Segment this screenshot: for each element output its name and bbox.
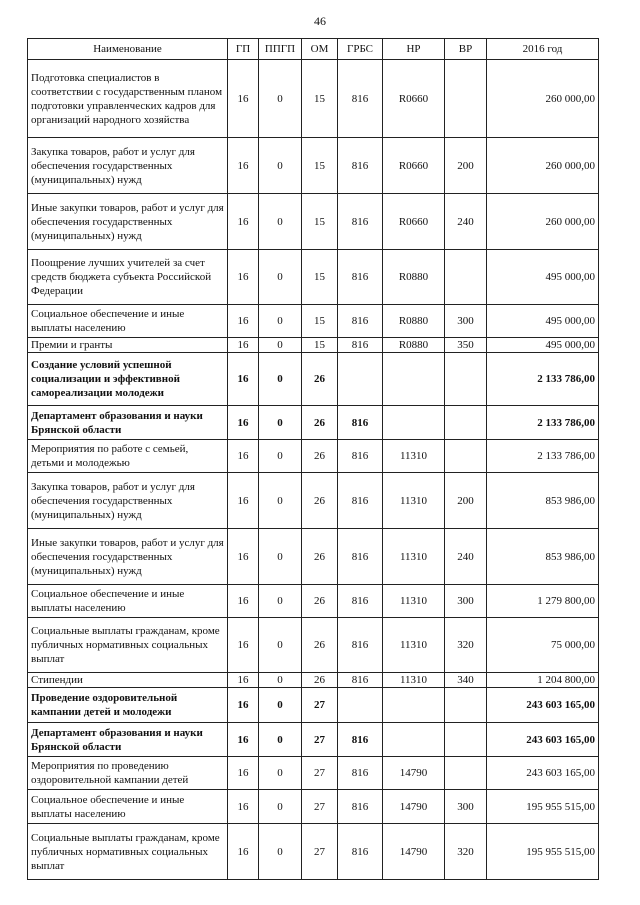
row-nr: 11310 bbox=[383, 440, 445, 473]
row-ppgp: 0 bbox=[259, 338, 302, 353]
row-name: Социальное обеспечение и иные выплаты населению bbox=[28, 585, 228, 618]
row-amount: 495 000,00 bbox=[487, 338, 599, 353]
row-om: 27 bbox=[302, 757, 338, 790]
header-name: Наименование bbox=[28, 39, 228, 60]
row-vr: 320 bbox=[445, 618, 487, 673]
row-gp: 16 bbox=[228, 338, 259, 353]
row-vr: 240 bbox=[445, 194, 487, 250]
row-grbs: 816 bbox=[338, 618, 383, 673]
table-row bbox=[28, 250, 599, 305]
row-amount: 260 000,00 bbox=[487, 138, 599, 194]
row-amount: 243 603 165,00 bbox=[487, 723, 599, 757]
row-gp: 16 bbox=[228, 473, 259, 529]
row-gp: 16 bbox=[228, 305, 259, 338]
row-ppgp: 0 bbox=[259, 305, 302, 338]
row-grbs: 816 bbox=[338, 824, 383, 880]
row-amount: 260 000,00 bbox=[487, 60, 599, 138]
row-ppgp: 0 bbox=[259, 473, 302, 529]
header-om: ОМ bbox=[302, 39, 338, 60]
row-grbs: 816 bbox=[338, 673, 383, 688]
budget-table bbox=[27, 38, 599, 880]
row-gp: 16 bbox=[228, 194, 259, 250]
table-row bbox=[28, 757, 599, 790]
table-row bbox=[28, 194, 599, 250]
row-vr: 350 bbox=[445, 338, 487, 353]
table-row bbox=[28, 723, 599, 757]
row-grbs: 816 bbox=[338, 585, 383, 618]
page-number: 46 bbox=[314, 14, 326, 28]
row-om: 15 bbox=[302, 305, 338, 338]
row-name: Закупка товаров, работ и услуг для обеспечения государственных (муниципальных) нужд bbox=[28, 473, 228, 529]
row-om: 15 bbox=[302, 250, 338, 305]
row-name: Проведение оздоровительной кампании детей и молодежи bbox=[28, 688, 228, 723]
table-row bbox=[28, 138, 599, 194]
row-nr bbox=[383, 723, 445, 757]
row-vr bbox=[445, 406, 487, 440]
row-amount: 853 986,00 bbox=[487, 529, 599, 585]
row-om: 26 bbox=[302, 353, 338, 406]
row-ppgp: 0 bbox=[259, 529, 302, 585]
row-nr: 14790 bbox=[383, 757, 445, 790]
row-ppgp: 0 bbox=[259, 673, 302, 688]
row-nr: 11310 bbox=[383, 673, 445, 688]
row-om: 15 bbox=[302, 138, 338, 194]
row-grbs: 816 bbox=[338, 723, 383, 757]
row-om: 15 bbox=[302, 338, 338, 353]
table-row bbox=[28, 338, 599, 353]
row-ppgp: 0 bbox=[259, 585, 302, 618]
row-ppgp: 0 bbox=[259, 353, 302, 406]
row-amount: 2 133 786,00 bbox=[487, 353, 599, 406]
row-gp: 16 bbox=[228, 790, 259, 824]
header-ppgp: ППГП bbox=[259, 39, 302, 60]
row-vr: 300 bbox=[445, 585, 487, 618]
row-nr bbox=[383, 406, 445, 440]
row-nr: 14790 bbox=[383, 824, 445, 880]
row-name: Социальное обеспечение и иные выплаты населению bbox=[28, 305, 228, 338]
row-om: 26 bbox=[302, 473, 338, 529]
row-ppgp: 0 bbox=[259, 250, 302, 305]
row-om: 15 bbox=[302, 194, 338, 250]
row-name: Социальные выплаты гражданам, кроме публичных нормативных социальных выплат bbox=[28, 824, 228, 880]
row-nr: 11310 bbox=[383, 618, 445, 673]
row-gp: 16 bbox=[228, 688, 259, 723]
row-name: Премии и гранты bbox=[28, 338, 228, 353]
table-row bbox=[28, 529, 599, 585]
row-name: Иные закупки товаров, работ и услуг для обеспечения государственных (муниципальных) нужд bbox=[28, 194, 228, 250]
row-grbs bbox=[338, 353, 383, 406]
row-nr: 11310 bbox=[383, 529, 445, 585]
row-vr bbox=[445, 688, 487, 723]
row-name: Закупка товаров, работ и услуг для обеспечения государственных (муниципальных) нужд bbox=[28, 138, 228, 194]
row-amount: 2 133 786,00 bbox=[487, 406, 599, 440]
row-ppgp: 0 bbox=[259, 60, 302, 138]
row-name: Социальные выплаты гражданам, кроме публичных нормативных социальных выплат bbox=[28, 618, 228, 673]
row-amount: 75 000,00 bbox=[487, 618, 599, 673]
row-amount: 495 000,00 bbox=[487, 305, 599, 338]
row-nr: R0880 bbox=[383, 338, 445, 353]
row-grbs: 816 bbox=[338, 194, 383, 250]
row-om: 26 bbox=[302, 440, 338, 473]
row-ppgp: 0 bbox=[259, 688, 302, 723]
row-amount: 243 603 165,00 bbox=[487, 688, 599, 723]
row-gp: 16 bbox=[228, 138, 259, 194]
row-gp: 16 bbox=[228, 250, 259, 305]
row-om: 27 bbox=[302, 824, 338, 880]
row-nr: 11310 bbox=[383, 585, 445, 618]
row-grbs: 816 bbox=[338, 473, 383, 529]
row-amount: 1 204 800,00 bbox=[487, 673, 599, 688]
row-name: Департамент образования и науки Брянской области bbox=[28, 723, 228, 757]
row-om: 26 bbox=[302, 529, 338, 585]
row-vr: 240 bbox=[445, 529, 487, 585]
row-name: Стипендии bbox=[28, 673, 228, 688]
row-vr bbox=[445, 440, 487, 473]
row-ppgp: 0 bbox=[259, 757, 302, 790]
row-vr bbox=[445, 60, 487, 138]
row-name: Департамент образования и науки Брянской области bbox=[28, 406, 228, 440]
row-gp: 16 bbox=[228, 353, 259, 406]
row-vr: 320 bbox=[445, 824, 487, 880]
row-ppgp: 0 bbox=[259, 194, 302, 250]
row-amount: 195 955 515,00 bbox=[487, 790, 599, 824]
row-amount: 260 000,00 bbox=[487, 194, 599, 250]
row-vr: 340 bbox=[445, 673, 487, 688]
row-vr: 200 bbox=[445, 473, 487, 529]
row-om: 27 bbox=[302, 723, 338, 757]
row-grbs: 816 bbox=[338, 790, 383, 824]
row-nr: R0660 bbox=[383, 138, 445, 194]
row-name: Поощрение лучших учителей за счет средств бюджета субъекта Российской Федерации bbox=[28, 250, 228, 305]
row-amount: 243 603 165,00 bbox=[487, 757, 599, 790]
row-name: Иные закупки товаров, работ и услуг для обеспечения государственных (муниципальных) нужд bbox=[28, 529, 228, 585]
row-vr: 300 bbox=[445, 790, 487, 824]
table-row bbox=[28, 406, 599, 440]
row-grbs: 816 bbox=[338, 529, 383, 585]
row-grbs: 816 bbox=[338, 60, 383, 138]
row-ppgp: 0 bbox=[259, 723, 302, 757]
table-row bbox=[28, 473, 599, 529]
row-amount: 195 955 515,00 bbox=[487, 824, 599, 880]
row-nr: 11310 bbox=[383, 473, 445, 529]
row-name: Мероприятия по работе с семьей, детьми и молодежью bbox=[28, 440, 228, 473]
row-gp: 16 bbox=[228, 406, 259, 440]
row-ppgp: 0 bbox=[259, 618, 302, 673]
row-nr: R0660 bbox=[383, 194, 445, 250]
row-amount: 853 986,00 bbox=[487, 473, 599, 529]
row-gp: 16 bbox=[228, 757, 259, 790]
row-gp: 16 bbox=[228, 673, 259, 688]
row-ppgp: 0 bbox=[259, 440, 302, 473]
row-gp: 16 bbox=[228, 60, 259, 138]
header-gp: ГП bbox=[228, 39, 259, 60]
row-om: 15 bbox=[302, 60, 338, 138]
row-vr bbox=[445, 757, 487, 790]
row-amount: 495 000,00 bbox=[487, 250, 599, 305]
row-ppgp: 0 bbox=[259, 824, 302, 880]
row-gp: 16 bbox=[228, 529, 259, 585]
table-row bbox=[28, 305, 599, 338]
row-name: Создание условий успешной социализации и эффективной самореализации молодежи bbox=[28, 353, 228, 406]
row-grbs: 816 bbox=[338, 250, 383, 305]
row-nr: 14790 bbox=[383, 790, 445, 824]
row-nr: R0880 bbox=[383, 305, 445, 338]
header-grbs: ГРБС bbox=[338, 39, 383, 60]
row-gp: 16 bbox=[228, 723, 259, 757]
row-nr bbox=[383, 688, 445, 723]
row-om: 26 bbox=[302, 618, 338, 673]
row-om: 27 bbox=[302, 790, 338, 824]
table-row bbox=[28, 618, 599, 673]
row-gp: 16 bbox=[228, 440, 259, 473]
row-amount: 2 133 786,00 bbox=[487, 440, 599, 473]
row-gp: 16 bbox=[228, 585, 259, 618]
row-vr: 300 bbox=[445, 305, 487, 338]
row-grbs: 816 bbox=[338, 440, 383, 473]
row-name: Мероприятия по проведению оздоровительной кампании детей bbox=[28, 757, 228, 790]
row-om: 26 bbox=[302, 406, 338, 440]
row-om: 26 bbox=[302, 673, 338, 688]
row-grbs: 816 bbox=[338, 757, 383, 790]
row-vr bbox=[445, 353, 487, 406]
row-ppgp: 0 bbox=[259, 138, 302, 194]
row-grbs: 816 bbox=[338, 406, 383, 440]
header-vr: ВР bbox=[445, 39, 487, 60]
row-ppgp: 0 bbox=[259, 406, 302, 440]
row-ppgp: 0 bbox=[259, 790, 302, 824]
table-row bbox=[28, 353, 599, 406]
table-row bbox=[28, 440, 599, 473]
row-grbs bbox=[338, 688, 383, 723]
row-vr: 200 bbox=[445, 138, 487, 194]
table-row bbox=[28, 673, 599, 688]
row-vr bbox=[445, 723, 487, 757]
row-om: 26 bbox=[302, 585, 338, 618]
row-name: Социальное обеспечение и иные выплаты населению bbox=[28, 790, 228, 824]
row-gp: 16 bbox=[228, 824, 259, 880]
table-row bbox=[28, 60, 599, 138]
header-year: 2016 год bbox=[487, 39, 599, 60]
table-header-row bbox=[28, 39, 599, 60]
row-nr: R0660 bbox=[383, 60, 445, 138]
row-nr: R0880 bbox=[383, 250, 445, 305]
row-name: Подготовка специалистов в соответствии с государственным планом подготовки управленческих кадров для организаций народного хозяйства bbox=[28, 60, 228, 138]
row-grbs: 816 bbox=[338, 138, 383, 194]
table-row bbox=[28, 585, 599, 618]
row-gp: 16 bbox=[228, 618, 259, 673]
row-grbs: 816 bbox=[338, 305, 383, 338]
row-om: 27 bbox=[302, 688, 338, 723]
row-nr bbox=[383, 353, 445, 406]
row-amount: 1 279 800,00 bbox=[487, 585, 599, 618]
table-row bbox=[28, 688, 599, 723]
row-grbs: 816 bbox=[338, 338, 383, 353]
row-vr bbox=[445, 250, 487, 305]
table-row bbox=[28, 824, 599, 880]
header-nr: НР bbox=[383, 39, 445, 60]
table-row bbox=[28, 790, 599, 824]
